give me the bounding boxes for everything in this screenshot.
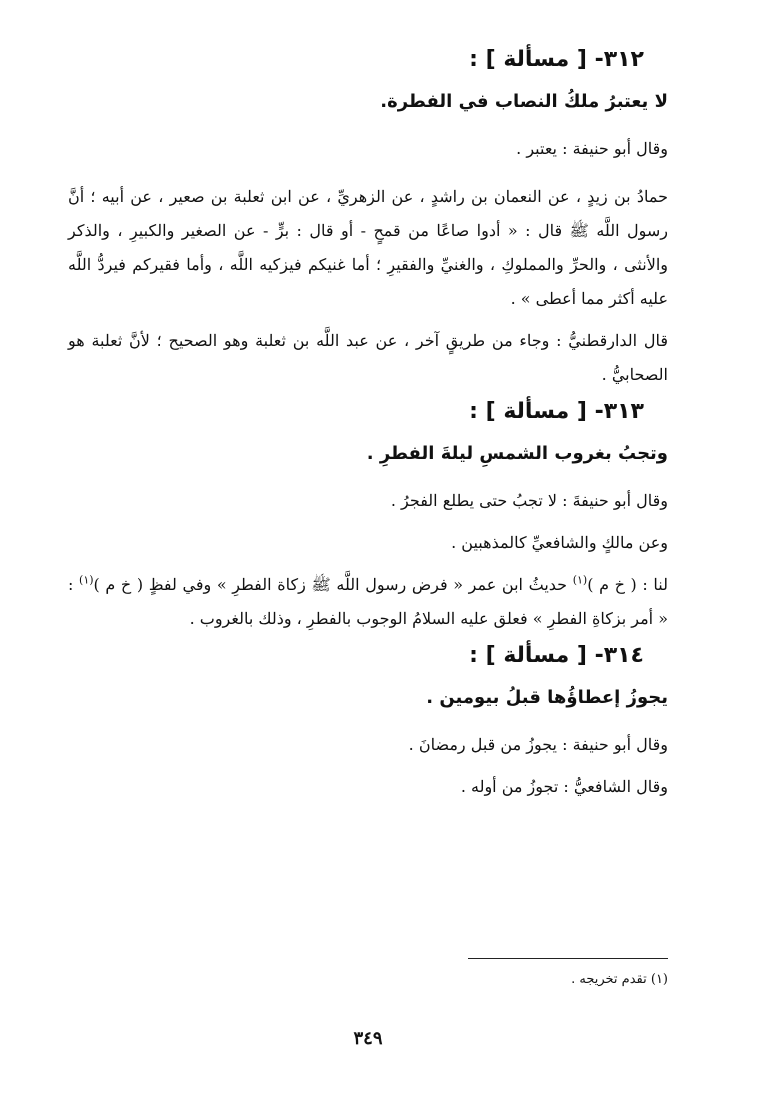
issue-312-hanafi-view: وقال أبو حنيفة : يعتبر .	[516, 139, 668, 158]
evidence-start: لنا : ( خ م )	[587, 575, 668, 594]
issue-312-daraqutni: قال الدارقطنيُّ : وجاء من طريقٍ آخر ، عن عبد اللَّه بن ثعلبة وهو الصحيح ؛ لأنَّ ثعلبة هو الصحابيُّ .	[68, 331, 668, 384]
issue-313-heading: ٣١٣- [ مسألة ] :	[469, 399, 644, 424]
issue-312-heading: ٣١٢- [ مسألة ] :	[469, 47, 644, 72]
issue-314-heading: ٣١٤- [ مسألة ] :	[469, 643, 644, 668]
footnote-divider	[468, 958, 668, 959]
issue-313-evidence	[68, 568, 668, 636]
footnote-marker: (١)	[79, 573, 94, 587]
issue-312-ruling: لا يعتبرُ ملكُ النصاب في الفطرة.	[380, 91, 668, 112]
evidence-end: : « أمر بزكاةِ الفطرِ » فعلق عليه السلامُ الوجوب بالفطرِ ، وذلك بالغروب .	[68, 575, 668, 628]
footnote: (١) تقدم تخريجه .	[571, 972, 668, 987]
issue-313-hanafi-view: وقال أبو حنيفةَ : لا تجبُ حتى يطلع الفجرُ .	[390, 491, 668, 510]
footnote-marker: (١)	[572, 573, 588, 587]
book-page	[68, 40, 668, 1070]
evidence-middle: حديثُ ابن عمر « فرض رسول اللَّه ﷺ زكاة الفطرِ » وفي لفظٍ ( خ م )	[93, 575, 573, 594]
issue-314-shafii-view: وقال الشافعيُّ : تجوزُ من أوله .	[460, 777, 668, 796]
issue-314-ruling: يجوزُ إعطاؤُها قبلُ بيومين .	[426, 687, 668, 708]
page-number: ٣٤٩	[353, 1028, 383, 1049]
issue-313-malik-view: وعن مالكٍ والشافعيِّ كالمذهبين .	[451, 533, 668, 552]
issue-312-hadith: حمادُ بن زيدٍ ، عن النعمان بن راشدٍ ، عن الزهريِّ ، عن ابن ثعلبة بن صعير ، عن أبيه ؛ أنَّ رسول اللَّه ﷺ قال : « أدوا صاعًا من قمحٍ - أو قال : برٍّ - عن الصغير والكبيرِ ، والذكر والأنثى ، والحرِّ والمملوكِ ، والغنيِّ والفقيرِ ؛ أما غنيكم فيزكيه اللَّه ، وأما فقيركم فيردُّ اللَّه عليه أكثر مما أعطى » .	[68, 187, 669, 308]
issue-314-hanafi-view: وقال أبو حنيفة : يجوزُ من قبل رمضانَ .	[408, 735, 668, 754]
issue-313-ruling: وتجبُ بغروب الشمسِ ليلةَ الفطرِ .	[366, 443, 668, 464]
